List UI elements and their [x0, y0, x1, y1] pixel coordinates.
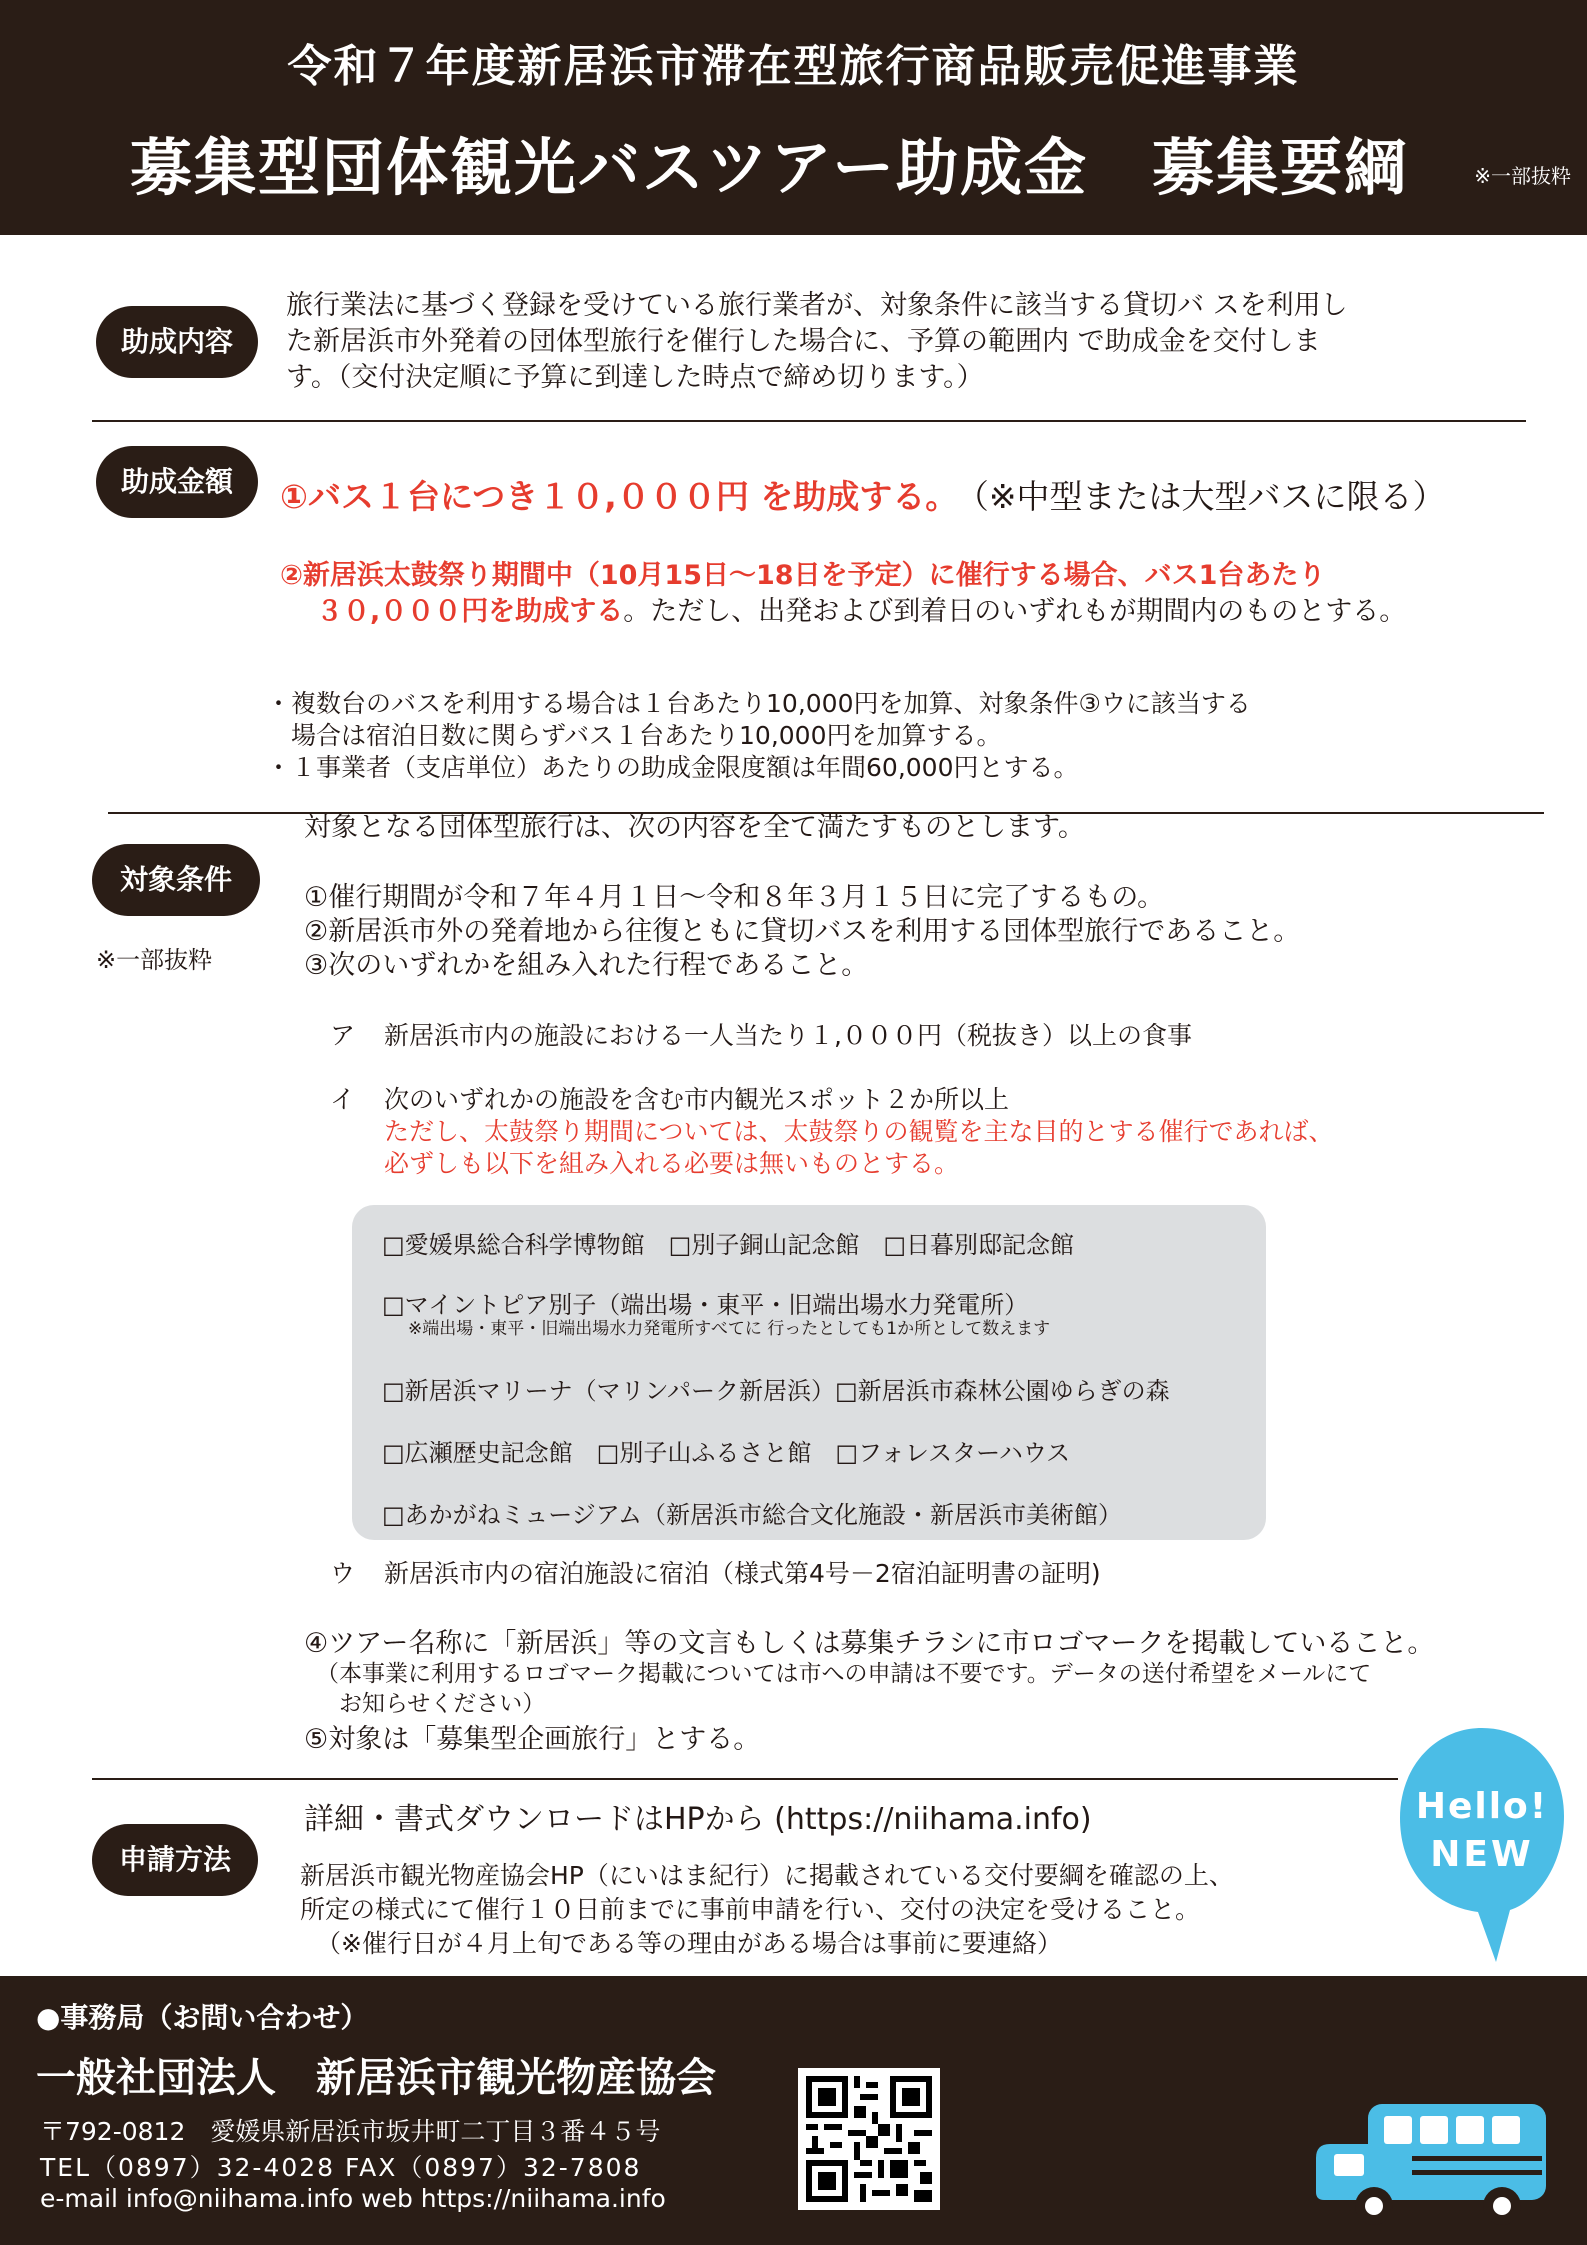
- sub-i-text: 次のいずれかの施設を含む市内観光スポット２か所以上: [384, 1085, 1010, 1114]
- bus-icon: [1312, 2096, 1558, 2236]
- sub-a-mark: ア: [330, 1021, 356, 1050]
- facility-list-box: [352, 1205, 1266, 1540]
- note-line: ・複数台のバスを利用する場合は１台あたり10,000円を加算、対象条件③ウに該当する: [266, 689, 1251, 718]
- amount-item-1-note: （※中型または大型バスに限る）: [972, 477, 1446, 516]
- label-josei-naiyo: 助成内容: [96, 306, 258, 378]
- sub-u-mark: ウ: [330, 1559, 356, 1588]
- condition-2: ②新居浜市外の発着地から往復ともに貸切バスを利用する団体型旅行であること。: [304, 916, 1301, 947]
- note-line: ・１事業者（支店単位）あたりの助成金限度額は年間60,000円とする。: [266, 753, 1079, 782]
- label-shinsei-hoho: 申請方法: [92, 1824, 258, 1896]
- qr-code-icon: [806, 2076, 932, 2202]
- amount-item-2-line1: ②新居浜太鼓祭り期間中（10月15日〜18日を予定）に催行する場合、バス1台あたり: [280, 560, 1326, 591]
- text-line: す。（交付決定順に予算に到達した時点で締め切ります。）: [286, 362, 984, 393]
- taisho-note: ※一部抜粋: [96, 946, 213, 974]
- footer-organization: 一般社団法人 新居浜市観光物産協会: [36, 2055, 716, 2101]
- header-note: ※一部抜粋: [1474, 164, 1571, 188]
- condition-4: ④ツアー名称に「新居浜」等の文言もしくは募集チラシに市ロゴマークを掲載していること。: [304, 1628, 1435, 1659]
- condition-5: ⑤対象は「募集型企画旅行」とする。: [304, 1724, 761, 1755]
- condition-4-note-2: お知らせください）: [316, 1691, 546, 1717]
- amount-item-1-highlight: ①バス１台につき１０,０００円 を助成する。: [280, 477, 959, 516]
- apply-line-4: （※催行日が４月上旬である等の理由がある場合は事前に要連絡）: [316, 1929, 1062, 1958]
- apply-line-1: 詳細・書式ダウンロードはHPから (https://niihama.info): [304, 1802, 1092, 1837]
- header-banner: [0, 0, 1587, 235]
- qr-code[interactable]: [798, 2068, 940, 2210]
- facility-row: □広瀬歴史記念館 □別子山ふるさと館 □フォレスターハウス: [382, 1439, 1071, 1467]
- facility-row: □新居浜マリーナ（マリンパーク新居浜）□新居浜市森林公園ゆらぎの森: [382, 1377, 1170, 1405]
- condition-4-note-1: （本事業に利用するロゴマーク掲載については市への申請は不要です。データの送付希望をメールにて: [316, 1661, 1372, 1687]
- bus-illustration: [1312, 2096, 1558, 2236]
- condition-3: ③次のいずれかを組み入れた行程であること。: [304, 950, 869, 981]
- footer-address: 〒792-0812 愛媛県新居浜市坂井町二丁目３番４５号: [40, 2117, 661, 2146]
- bubble-text-1: Hello!: [1415, 1786, 1549, 1827]
- hello-new-bubble: [1398, 1726, 1566, 1964]
- divider: [92, 420, 1526, 422]
- amount-item-2-highlight: ３０,０００円を助成する: [316, 596, 624, 627]
- header-title: 募集型団体観光バスツアー助成金 募集要綱: [130, 131, 1409, 204]
- divider: [92, 1778, 1398, 1780]
- apply-line-3: 所定の様式にて催行１０日前までに事前申請を行い、交付の決定を受けること。: [300, 1895, 1201, 1924]
- sub-i-note-2: 必ずしも以下を組み入れる必要は無いものとする。: [384, 1149, 960, 1178]
- condition-1: ①催行期間が令和７年４月１日〜令和８年３月１５日に完了するもの。: [304, 882, 1165, 913]
- label-taisho-joken: 対象条件: [92, 844, 260, 916]
- facility-row: □マイントピア別子（端出場・東平・旧端出場水力発電所）: [382, 1291, 1029, 1319]
- header-subtitle: 令和７年度新居浜市滞在型旅行商品販売促進事業: [287, 41, 1300, 92]
- amount-item-2-note: 。ただし、出発および到着日のいずれもが期間内のものとする。: [623, 596, 1407, 627]
- footer-tel: TEL（0897）32-4028 FAX（0897）32-7808: [40, 2153, 642, 2182]
- footer-email: e-mail info@niihama.info web https://niihama.info: [40, 2184, 666, 2213]
- sub-u-text: 新居浜市内の宿泊施設に宿泊（様式第4号－2宿泊証明書の証明): [384, 1559, 1101, 1588]
- apply-line-2: 新居浜市観光物産協会HP（にいはま紀行）に掲載されている交付要綱を確認の上、: [300, 1861, 1234, 1890]
- text-line: た新居浜市外発着の団体型旅行を催行した場合に、予算の範囲内 で助成金を交付しま: [286, 326, 1321, 357]
- amount-item-2-line2: [316, 592, 1406, 632]
- label-josei-kingaku: 助成金額: [96, 446, 258, 518]
- sub-i-note-1: ただし、太鼓祭り期間については、太鼓祭りの観覧を主な目的とする催行であれば、: [384, 1117, 1334, 1146]
- facility-row: □あかがねミュージアム（新居浜市総合文化施設・新居浜市美術館）: [382, 1501, 1123, 1529]
- sub-i-mark: イ: [330, 1085, 356, 1114]
- footer-office-label: ●事務局（お問い合わせ）: [36, 2001, 369, 2034]
- facility-row: □愛媛県総合科学博物館 □別子銅山記念館 □日暮別邸記念館: [382, 1231, 1075, 1259]
- bubble-text-2: NEW: [1430, 1834, 1534, 1875]
- conditions-intro: 対象となる団体型旅行は、次の内容を全て満たすものとします。: [304, 812, 1085, 843]
- sub-a-text: 新居浜市内の施設における一人当たり１,０００円（税抜き）以上の食事: [384, 1021, 1192, 1050]
- note-line: 場合は宿泊日数に関らずバス１台あたり10,000円を加算する。: [266, 721, 1002, 750]
- facility-row-note: ※端出場・東平・旧端出場水力発電所すべてに 行ったとしても1か所として数えます: [408, 1319, 1051, 1339]
- amount-item-1: [280, 474, 1445, 520]
- text-line: 旅行業法に基づく登録を受けている旅行業者が、対象条件に該当する貸切バ スを利用し: [286, 290, 1348, 321]
- footer: [0, 1976, 1587, 2245]
